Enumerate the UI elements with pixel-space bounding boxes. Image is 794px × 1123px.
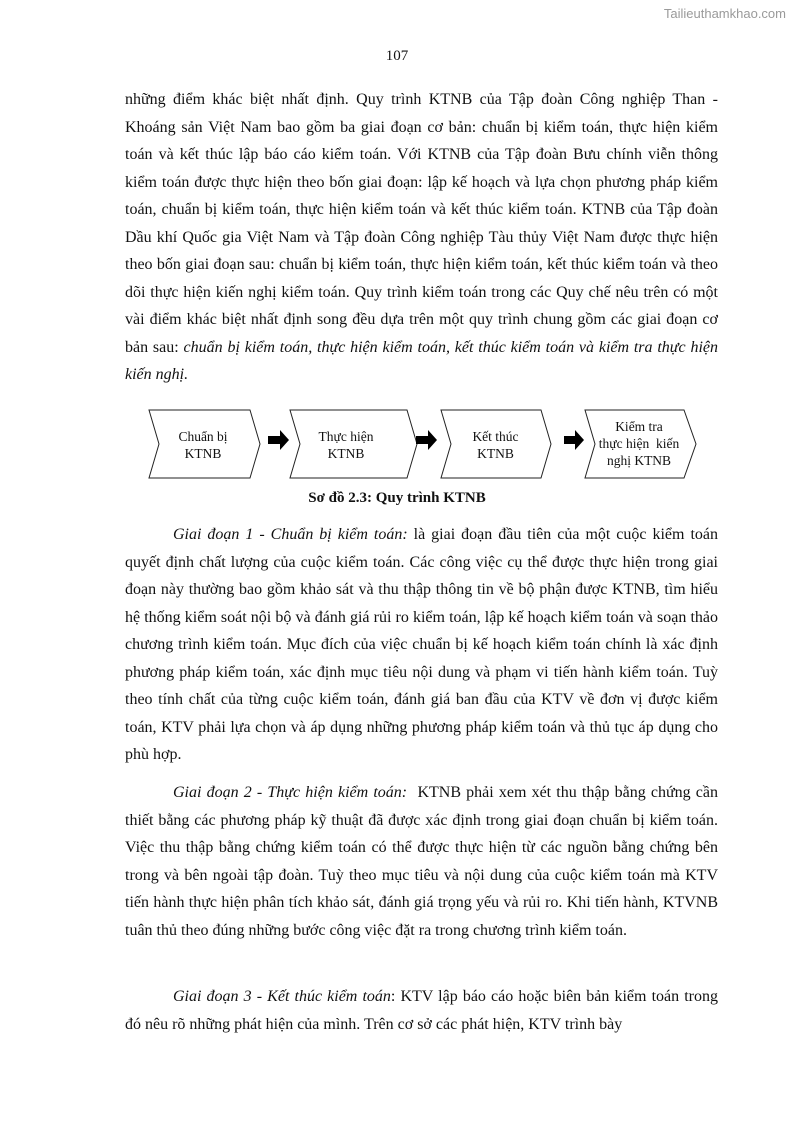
- step-2-line2: KTNB: [327, 446, 365, 461]
- step-4-line3: nghị KTNB: [606, 453, 672, 468]
- step-2-line1: Thực hiện: [318, 429, 374, 444]
- paragraph-stage-3: [125, 983, 718, 1038]
- step-3-line2: KTNB: [477, 446, 514, 461]
- step-4-line2: thực hiện kiến: [598, 436, 680, 451]
- stage-1-heading: Giai đoạn 1 - Chuẩn bị kiểm toán:: [173, 526, 408, 543]
- step-3-label: [438, 428, 553, 462]
- arrow-2-icon: [416, 430, 437, 450]
- paragraph-intro-text: những điểm khác biệt nhất định. Quy trình KTNB của Tập đoàn Công nghiệp Than - Khoáng sản Việt Nam bao gồm ba giai đoạn cơ bản: chuẩn bị kiểm toán, thực hiện kiểm toán và kết thúc lập báo cáo kiểm toán. Với KTNB của Tập đoàn Bưu chính viễn thông kiểm toán được thực hiện theo bốn giai đoạn: lập kế hoạch và lựa chọn phương pháp kiểm toán, chuẩn bị kiểm toán, thực hiện kiểm toán và kết thúc kiểm toán. KTNB của Tập đoàn Dầu khí Quốc gia Việt Nam và Tập đoàn Công nghiệp Tàu thủy Việt Nam được thực hiện theo bốn giai đoạn sau: chuẩn bị kiểm toán, thực hiện kiểm toán, kết thúc kiểm toán và theo dõi thực hiện kiến nghị kiểm toán. Quy trình kiểm toán trong các Quy chế nêu trên có một vài điểm khác biệt nhất định song đều dựa trên một quy trình chung gồm các giai đoạn cơ bản sau:: [125, 91, 718, 356]
- stage-2-text: KTNB phải xem xét thu thập bằng chứng cần thiết bằng các phương pháp kỹ thuật đã được xác định trong giai đoạn chuẩn bị kiểm toán. Việc thu thập bằng chứng kiểm toán có thể được thực hiện từ các nguồn bằng chứng bên trong và bên ngoài tập đoàn. Tuỳ theo mục tiêu và nội dung của cuộc kiểm toán mà KTV tiến hành thực hiện phân tích khảo sát, đánh giá trọng yếu và rủi ro. Khi tiến hành, KTVNB tuân thủ theo đúng những bước công việc đặt ra trong chương trình kiểm toán.: [125, 784, 722, 939]
- step-4-label: [584, 418, 694, 469]
- step-1-line1: Chuẩn bị: [178, 429, 228, 444]
- process-diagram: [148, 408, 698, 480]
- step-2-label: [286, 428, 406, 462]
- paragraph-stage-2: [125, 779, 722, 944]
- paragraph-stage-1: [125, 521, 718, 769]
- page-number: 107: [385, 48, 409, 64]
- diagram-caption: Sơ đồ 2.3: Quy trình KTNB: [308, 490, 486, 506]
- paragraph-intro-italic: chuẩn bị kiểm toán, thực hiện kiểm toán, kết thúc kiểm toán và kiểm tra thực hiện kiến nghị.: [125, 338, 719, 383]
- step-1-label: [158, 428, 248, 462]
- watermark: Tailieuthamkhao.com: [663, 6, 786, 21]
- arrow-3-icon: [564, 430, 584, 450]
- step-4-line1: Kiểm tra: [615, 419, 663, 434]
- stage-2-heading: Giai đoạn 2 - Thực hiện kiểm toán:: [173, 784, 408, 801]
- stage-3-heading: Giai đoạn 3 - Kết thúc kiểm toán: [173, 988, 391, 1005]
- stage-1-text: là giai đoạn đầu tiên của một cuộc kiểm toán quyết định chất lượng của cuộc kiểm toán. Các công việc cụ thể được thực hiện trong giai đoạn này thường bao gồm khảo sát và thu thập thông tin về bộ phận được KTNB, tìm hiểu hệ thống kiểm soát nội bộ và đánh giá rủi ro kiểm toán, lập kế hoạch kiểm toán và soạn thảo chương trình kiểm toán. Mục đích của việc chuẩn bị kế hoạch kiểm toán chính là xác định phương pháp kiểm toán, xác định mục tiêu nội dung và phạm vi tiến hành kiểm toán. Tuỳ theo tính chất của từng cuộc kiểm toán, đánh giá ban đầu của KTV về đơn vị được kiểm toán, KTV phải lựa chọn và áp dụng những phương pháp kiểm toán và thủ tục áp dụng cho phù hợp.: [125, 526, 718, 763]
- stage-3-text: : KTV lập báo cáo hoặc biên bản kiểm toán trong đó nêu rõ những phát hiện của mình. Trên cơ sở các phát hiện, KTV trình bày: [125, 988, 719, 1033]
- paragraph-intro: [125, 86, 718, 389]
- step-3-line1: Kết thúc: [472, 429, 519, 444]
- step-1-line2: KTNB: [184, 446, 222, 461]
